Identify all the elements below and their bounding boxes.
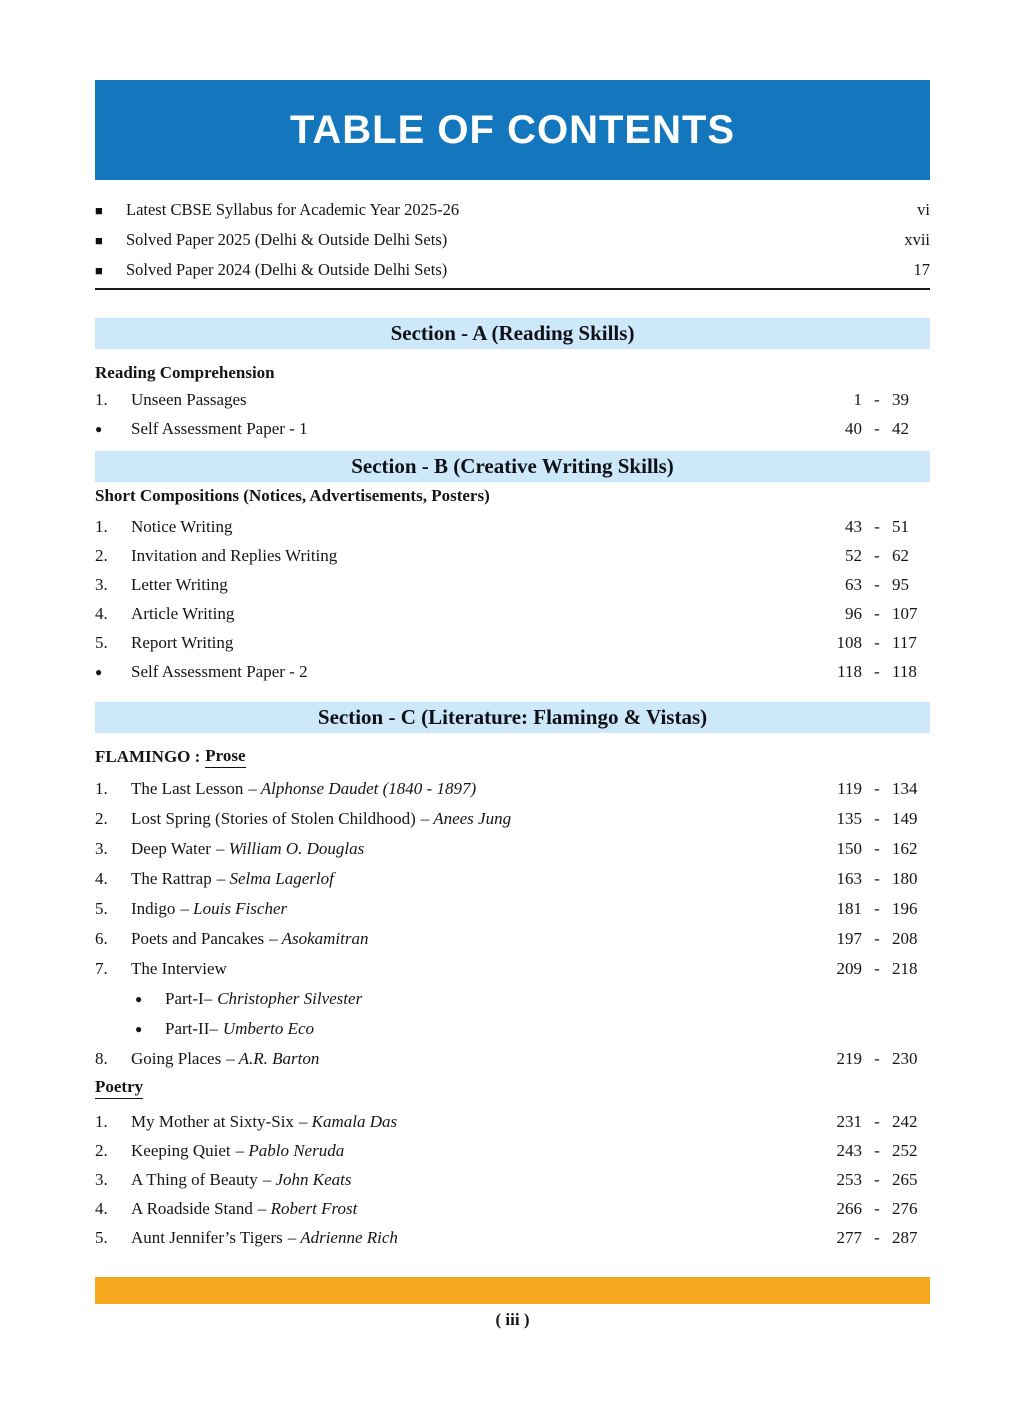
page-end: 107 <box>892 603 918 623</box>
bullet-square-icon: ■ <box>95 262 103 278</box>
entry-title <box>131 809 818 829</box>
group-heading-label: Short Compositions (Notices, Advertisements, Posters) <box>95 486 490 505</box>
page-range-dash: - <box>874 1227 880 1247</box>
page-range-dash: - <box>874 1111 880 1131</box>
entry-title-text: Part-I– <box>165 989 213 1008</box>
page-range-dash: - <box>874 545 880 565</box>
entry-title <box>131 929 818 949</box>
entry-author: Christopher Silvester <box>217 989 363 1008</box>
entry-number: 4. <box>95 869 108 888</box>
entry-title-text: Deep Water <box>131 839 211 858</box>
page-end: 208 <box>892 929 918 948</box>
entry-title-text: Letter Writing <box>131 574 228 594</box>
entry-author: – A.R. Barton <box>226 1049 320 1068</box>
entry-author: – Robert Frost <box>257 1198 358 1218</box>
front-matter-list <box>95 195 930 285</box>
page-end: 118 <box>892 661 917 681</box>
entry-title <box>131 546 818 566</box>
page-end: 149 <box>892 809 918 828</box>
entry-title-text: Keeping Quiet <box>131 1140 231 1160</box>
entry-title: Latest CBSE Syllabus for Academic Year 2025-26 <box>126 200 460 219</box>
entry-author: – Adrienne Rich <box>287 1227 398 1247</box>
entry-number: 3. <box>95 1169 108 1189</box>
toc-entry <box>95 924 930 954</box>
entry-title-text: Part-II– <box>165 1019 218 1038</box>
page-start: 277 <box>836 1227 862 1247</box>
entry-title-text: Notice Writing <box>131 516 233 536</box>
entry-pages <box>818 899 930 919</box>
bullet-circle-icon: ● <box>135 1022 143 1036</box>
entry-title <box>131 633 818 653</box>
entry-pages <box>818 869 930 889</box>
entry-number: 8. <box>95 1049 108 1068</box>
entry-pages <box>818 1199 930 1219</box>
front-matter-row <box>95 255 930 285</box>
entry-author: – Alphonse Daudet (1840 - 1897) <box>248 779 477 798</box>
page-start: 96 <box>845 603 862 623</box>
page-range-dash: - <box>874 779 880 798</box>
toc-entry <box>95 541 930 570</box>
entry-author: – John Keats <box>262 1169 352 1189</box>
entry-title <box>131 869 818 889</box>
entry-title <box>131 662 818 682</box>
page-end: 95 <box>892 574 909 594</box>
entry-pages <box>818 633 930 653</box>
entry-title <box>165 1019 818 1039</box>
entry-author: – Kamala Das <box>298 1111 398 1131</box>
bullet-square-icon: ■ <box>95 232 103 248</box>
entry-title-text: The Last Lesson <box>131 779 244 798</box>
entry-title-text: Article Writing <box>131 603 235 623</box>
footer-accent-bar <box>95 1277 930 1304</box>
page-end: 134 <box>892 779 918 798</box>
entry-pages <box>818 662 930 682</box>
entry-title: Solved Paper 2025 (Delhi & Outside Delhi Sets) <box>126 230 448 249</box>
entry-title: Solved Paper 2024 (Delhi & Outside Delhi Sets) <box>126 260 448 279</box>
group-heading-underlined: Prose <box>205 746 245 768</box>
entry-pages <box>818 959 930 979</box>
entry-author: – William O. Douglas <box>215 839 365 858</box>
bullet-circle-icon: ● <box>135 992 143 1006</box>
page-end: 117 <box>892 632 917 652</box>
toc-entry <box>95 1223 930 1252</box>
toc-entry <box>95 954 930 984</box>
entry-number: 5. <box>95 1227 108 1247</box>
entry-title <box>131 419 818 439</box>
entry-title <box>131 1049 818 1069</box>
entry-number: 2. <box>95 1140 108 1160</box>
entry-title <box>165 989 818 1009</box>
page-start: 150 <box>836 839 862 858</box>
page-start: 181 <box>836 899 862 918</box>
entry-title <box>131 959 818 979</box>
entry-title <box>131 899 818 919</box>
entry-title-text: My Mother at Sixty-Six <box>131 1111 294 1131</box>
entry-title-text: Indigo <box>131 899 176 918</box>
page-range-dash: - <box>874 603 880 623</box>
toc-entry <box>95 1044 930 1074</box>
toc-subentry <box>95 1014 930 1044</box>
page-end: 42 <box>892 418 909 438</box>
entry-title <box>131 575 818 595</box>
entry-number: 3. <box>95 574 108 594</box>
entry-pages <box>818 809 930 829</box>
page-end: 242 <box>892 1111 918 1131</box>
entry-page: xvii <box>904 230 930 249</box>
entry-pages <box>818 1228 930 1248</box>
group-heading <box>95 745 930 769</box>
page-range-dash: - <box>874 418 880 438</box>
entry-pages <box>818 779 930 799</box>
entry-pages <box>818 419 930 439</box>
entry-title-text: Lost Spring (Stories of Stolen Childhood) <box>131 809 416 828</box>
page-end: 180 <box>892 869 918 888</box>
entry-title <box>131 779 818 799</box>
entry-author: – Anees Jung <box>420 809 512 828</box>
page-start: 40 <box>845 418 862 438</box>
entry-pages <box>818 1049 930 1069</box>
entry-title-text: The Interview <box>131 959 227 978</box>
group-heading <box>95 1076 930 1100</box>
entry-pages <box>818 1141 930 1161</box>
page-start: 197 <box>836 929 862 948</box>
page-start: 231 <box>836 1111 862 1131</box>
entry-title-text: The Rattrap <box>131 869 212 888</box>
entry-number: 5. <box>95 899 108 918</box>
footer-page-number: ( iii ) <box>495 1310 530 1329</box>
entry-pages <box>818 929 930 949</box>
page-end: 252 <box>892 1140 918 1160</box>
page-start: 253 <box>836 1169 862 1189</box>
page-start: 63 <box>845 574 862 594</box>
section-b-header <box>95 451 930 482</box>
page-range-dash: - <box>874 661 880 681</box>
entry-author: Umberto Eco <box>222 1019 314 1038</box>
section-title: Section - B (Creative Writing Skills) <box>351 454 674 478</box>
page-end: 265 <box>892 1169 918 1189</box>
entry-pages <box>818 1112 930 1132</box>
entry-title <box>131 604 818 624</box>
entry-title <box>131 839 818 859</box>
section-a-header <box>95 318 930 349</box>
entry-number: 1. <box>95 516 108 536</box>
toc-entry <box>95 599 930 628</box>
page-start: 119 <box>837 779 862 798</box>
section-title: Section - C (Literature: Flamingo & Vistas) <box>317 705 708 729</box>
toc-subentry <box>95 984 930 1014</box>
entry-title-text: A Thing of Beauty <box>131 1169 258 1189</box>
toc-entry <box>95 512 930 541</box>
entry-title-text: Aunt Jennifer’s Tigers <box>131 1227 283 1247</box>
page-range-dash: - <box>874 516 880 536</box>
toc-entry <box>95 774 930 804</box>
toc-entry <box>95 570 930 599</box>
page-start: 108 <box>836 632 862 652</box>
toc-entry <box>95 804 930 834</box>
page-range-dash: - <box>874 809 880 828</box>
page-start: 43 <box>845 516 862 536</box>
entry-title <box>131 1228 818 1248</box>
entry-title <box>131 1199 818 1219</box>
bullet-circle-icon: ● <box>95 664 103 679</box>
page-end: 287 <box>892 1227 918 1247</box>
entry-page: vi <box>917 200 930 219</box>
entry-title <box>131 1112 818 1132</box>
section-c-header <box>95 702 930 733</box>
page-end: 39 <box>892 389 909 409</box>
entry-number: 7. <box>95 959 108 978</box>
entry-number: 5. <box>95 632 108 652</box>
bullet-square-icon: ■ <box>95 202 103 218</box>
entry-number: 6. <box>95 929 108 948</box>
toc-entry <box>95 864 930 894</box>
entry-author: – Selma Lagerlof <box>216 869 334 888</box>
toc-entry <box>95 628 930 657</box>
page-end: 162 <box>892 839 918 858</box>
entry-title-text: Invitation and Replies Writing <box>131 545 338 565</box>
page-range-dash: - <box>874 899 880 918</box>
toc-entry-list <box>95 512 930 686</box>
entry-title <box>131 390 818 410</box>
front-matter-row <box>95 195 930 225</box>
entry-number: 3. <box>95 839 108 858</box>
entry-title <box>131 1141 818 1161</box>
entry-author: – Asokamitran <box>269 929 369 948</box>
entry-page: 17 <box>913 260 930 279</box>
page-range-dash: - <box>874 632 880 652</box>
entry-number: 1. <box>95 389 108 409</box>
toc-entry <box>95 1136 930 1165</box>
page-start: 135 <box>836 809 862 828</box>
page-range-dash: - <box>874 574 880 594</box>
toc-entry-list <box>95 1107 930 1252</box>
toc-entry <box>95 834 930 864</box>
toc-entry <box>95 894 930 924</box>
toc-entry <box>95 1194 930 1223</box>
entry-title-text: Poets and Pancakes <box>131 929 265 948</box>
entry-number: 2. <box>95 545 108 565</box>
page-range-dash: - <box>874 959 880 978</box>
page-start: 209 <box>836 959 862 978</box>
entry-title-text: Unseen Passages <box>131 389 247 409</box>
entry-pages <box>818 1170 930 1190</box>
section-title: Section - A (Reading Skills) <box>390 321 635 345</box>
page-end: 196 <box>892 899 918 918</box>
toc-entry-list <box>95 385 930 443</box>
entry-number: 1. <box>95 779 108 798</box>
entry-pages <box>818 604 930 624</box>
entry-title-text: Report Writing <box>131 632 234 652</box>
page-end: 62 <box>892 545 909 565</box>
entry-pages <box>818 839 930 859</box>
page-range-dash: - <box>874 1049 880 1068</box>
page-start: 163 <box>836 869 862 888</box>
page-end: 276 <box>892 1198 918 1218</box>
page-range-dash: - <box>874 1140 880 1160</box>
entry-author: – Pablo Neruda <box>235 1140 345 1160</box>
toc-entry-list <box>95 774 930 1074</box>
page-start: 1 <box>853 389 862 409</box>
entry-pages <box>818 575 930 595</box>
entry-number: 2. <box>95 809 108 828</box>
front-matter-row <box>95 225 930 255</box>
page-start: 118 <box>837 661 862 681</box>
entry-number: 1. <box>95 1111 108 1131</box>
page-start: 243 <box>836 1140 862 1160</box>
page-start: 52 <box>845 545 862 565</box>
entry-number: 4. <box>95 1198 108 1218</box>
entry-title <box>131 517 818 537</box>
entry-title <box>131 1170 818 1190</box>
entry-title-text: A Roadside Stand <box>131 1198 253 1218</box>
page-range-dash: - <box>874 389 880 409</box>
page-title: TABLE OF CONTENTS <box>289 107 736 152</box>
group-heading <box>95 484 930 508</box>
group-heading-label: FLAMINGO : <box>95 747 201 766</box>
entry-number: 4. <box>95 603 108 623</box>
page-range-dash: - <box>874 839 880 858</box>
entry-title-text: Self Assessment Paper - 1 <box>131 418 308 438</box>
group-heading-underlined: Poetry <box>95 1077 143 1099</box>
toc-entry <box>95 1165 930 1194</box>
entry-pages <box>818 390 930 410</box>
page-range-dash: - <box>874 1169 880 1189</box>
toc-entry <box>95 1107 930 1136</box>
group-heading <box>95 361 930 385</box>
toc-entry <box>95 414 930 443</box>
page-start: 219 <box>836 1049 862 1068</box>
page-header <box>95 80 930 180</box>
page-end: 218 <box>892 959 918 978</box>
entry-title-text: Going Places <box>131 1049 222 1068</box>
toc-entry <box>95 385 930 414</box>
entry-pages <box>818 546 930 566</box>
divider-rule <box>95 288 930 290</box>
page-range-dash: - <box>874 1198 880 1218</box>
entry-title-text: Self Assessment Paper - 2 <box>131 661 308 681</box>
page-range-dash: - <box>874 869 880 888</box>
toc-entry <box>95 657 930 686</box>
entry-author: – Louis Fischer <box>180 899 288 918</box>
page-end: 230 <box>892 1049 918 1068</box>
bullet-circle-icon: ● <box>95 421 103 436</box>
page-range-dash: - <box>874 929 880 948</box>
group-heading-label: Reading Comprehension <box>95 363 275 382</box>
page-end: 51 <box>892 516 909 536</box>
entry-pages <box>818 517 930 537</box>
page-start: 266 <box>836 1198 862 1218</box>
